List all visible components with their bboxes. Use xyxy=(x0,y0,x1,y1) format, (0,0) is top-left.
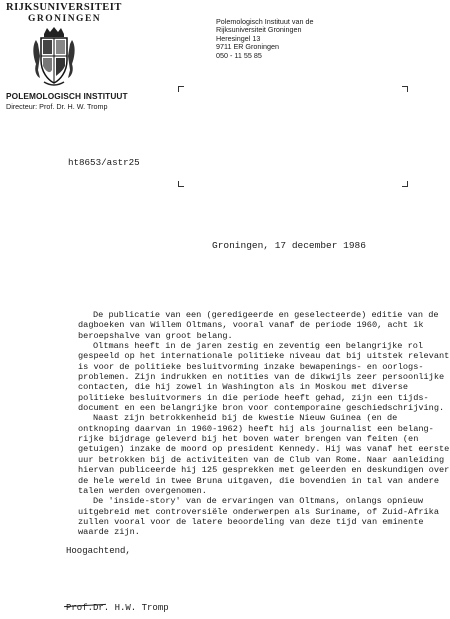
body-line: politieke besluitvormers in die periode heeft gehad, zijn een tijds- xyxy=(78,392,429,403)
closing-salutation: Hoogachtend, xyxy=(66,546,131,556)
body-line: beroepshalve van groot belang. xyxy=(78,330,233,341)
corner-mark xyxy=(402,181,408,187)
corner-mark xyxy=(178,181,184,187)
body-line: is voor de politieke besluitvorming inzake bewapenings- en oorlogs- xyxy=(78,361,424,372)
body-line: document en een belangrijke bron voor contemporaine geschiedschrijving. xyxy=(78,403,445,414)
body-line: De 'inside-story' van de ervaringen van Oltmans, onlangs opnieuw xyxy=(93,496,424,507)
corner-mark xyxy=(178,86,184,92)
body-line: De publicatie van een (geredigeerde en geselecteerde) editie van de xyxy=(93,310,439,320)
address-line: 9711 ER Groningen xyxy=(216,42,279,52)
body-line: getuigen) inzake de moord op president Kennedy. Hij was vanaf het eerste xyxy=(78,444,450,455)
body-line: waarde zijn. xyxy=(78,527,140,538)
body-line: uur betrokken bij de activiteiten van de Club van Rome. Naar aanleiding xyxy=(78,454,445,465)
institute-address-block xyxy=(216,18,314,60)
corner-mark xyxy=(402,86,408,92)
university-name: RIJKSUNIVERSITEIT xyxy=(6,2,122,13)
university-crest-logo xyxy=(30,26,78,88)
body-line: rijke bijdrage geleverd bij het boven water brengen van feiten (en xyxy=(78,434,419,445)
body-line: Oltmans heeft in de jaren zestig en zeventig een belangrijke rol xyxy=(93,341,424,352)
body-line: uitgebreid met controversiële onderwerpen als Suriname, of Zuid-Afrika xyxy=(78,506,439,517)
body-line: problemen. Zijn indrukken en notities van de dikwijls zeer persoonlijke xyxy=(78,372,445,383)
address-line: Polemologisch Instituut van de xyxy=(216,17,314,26)
body-line: ontknoping daarvan in 1960-1962) heeft hij als journalist een belang- xyxy=(78,423,434,434)
letter-body xyxy=(78,310,450,538)
body-line: zullen vooral voor de latere beoordeling van deze tijd van eminente xyxy=(78,516,424,527)
letter-date: Groningen, 17 december 1986 xyxy=(212,240,366,251)
body-line: Naast zijn betrokkenheid bij de kwestie Nieuw Guinea (en de xyxy=(93,413,398,424)
address-line: Heresingel 13 xyxy=(216,33,261,43)
body-line: dagboeken van Willem Oltmans, vooral vanaf de periode 1960, acht ik xyxy=(78,320,424,331)
reference-code: ht8653/astr25 xyxy=(68,157,140,168)
address-line: 050 - 11 55 85 xyxy=(216,50,262,60)
body-line: talen werden overgenomen. xyxy=(78,485,207,496)
signer-name: Prof.Dr. H.W. Tromp xyxy=(66,603,169,613)
body-line: de hele wereld in twee Bruna uitgaven, die bovendien in tal van andere xyxy=(78,475,439,486)
body-line: hiervan publiceerde hij 125 gesprekken met geleerden en deskundigen over xyxy=(78,465,450,476)
address-line: Rijksuniversiteit Groningen xyxy=(216,25,302,35)
body-line: gespeeld op het internationale politieke niveau dat bij uitstek relevant xyxy=(78,351,450,362)
body-line: contacten, die hij zowel in Washington als in Moskou met diverse xyxy=(78,382,409,393)
university-city: GRONINGEN xyxy=(28,14,102,24)
institute-name: POLEMOLOGISCH INSTITUUT xyxy=(6,91,128,101)
director-line: Directeur: Prof. Dr. H. W. Tromp xyxy=(6,102,108,111)
